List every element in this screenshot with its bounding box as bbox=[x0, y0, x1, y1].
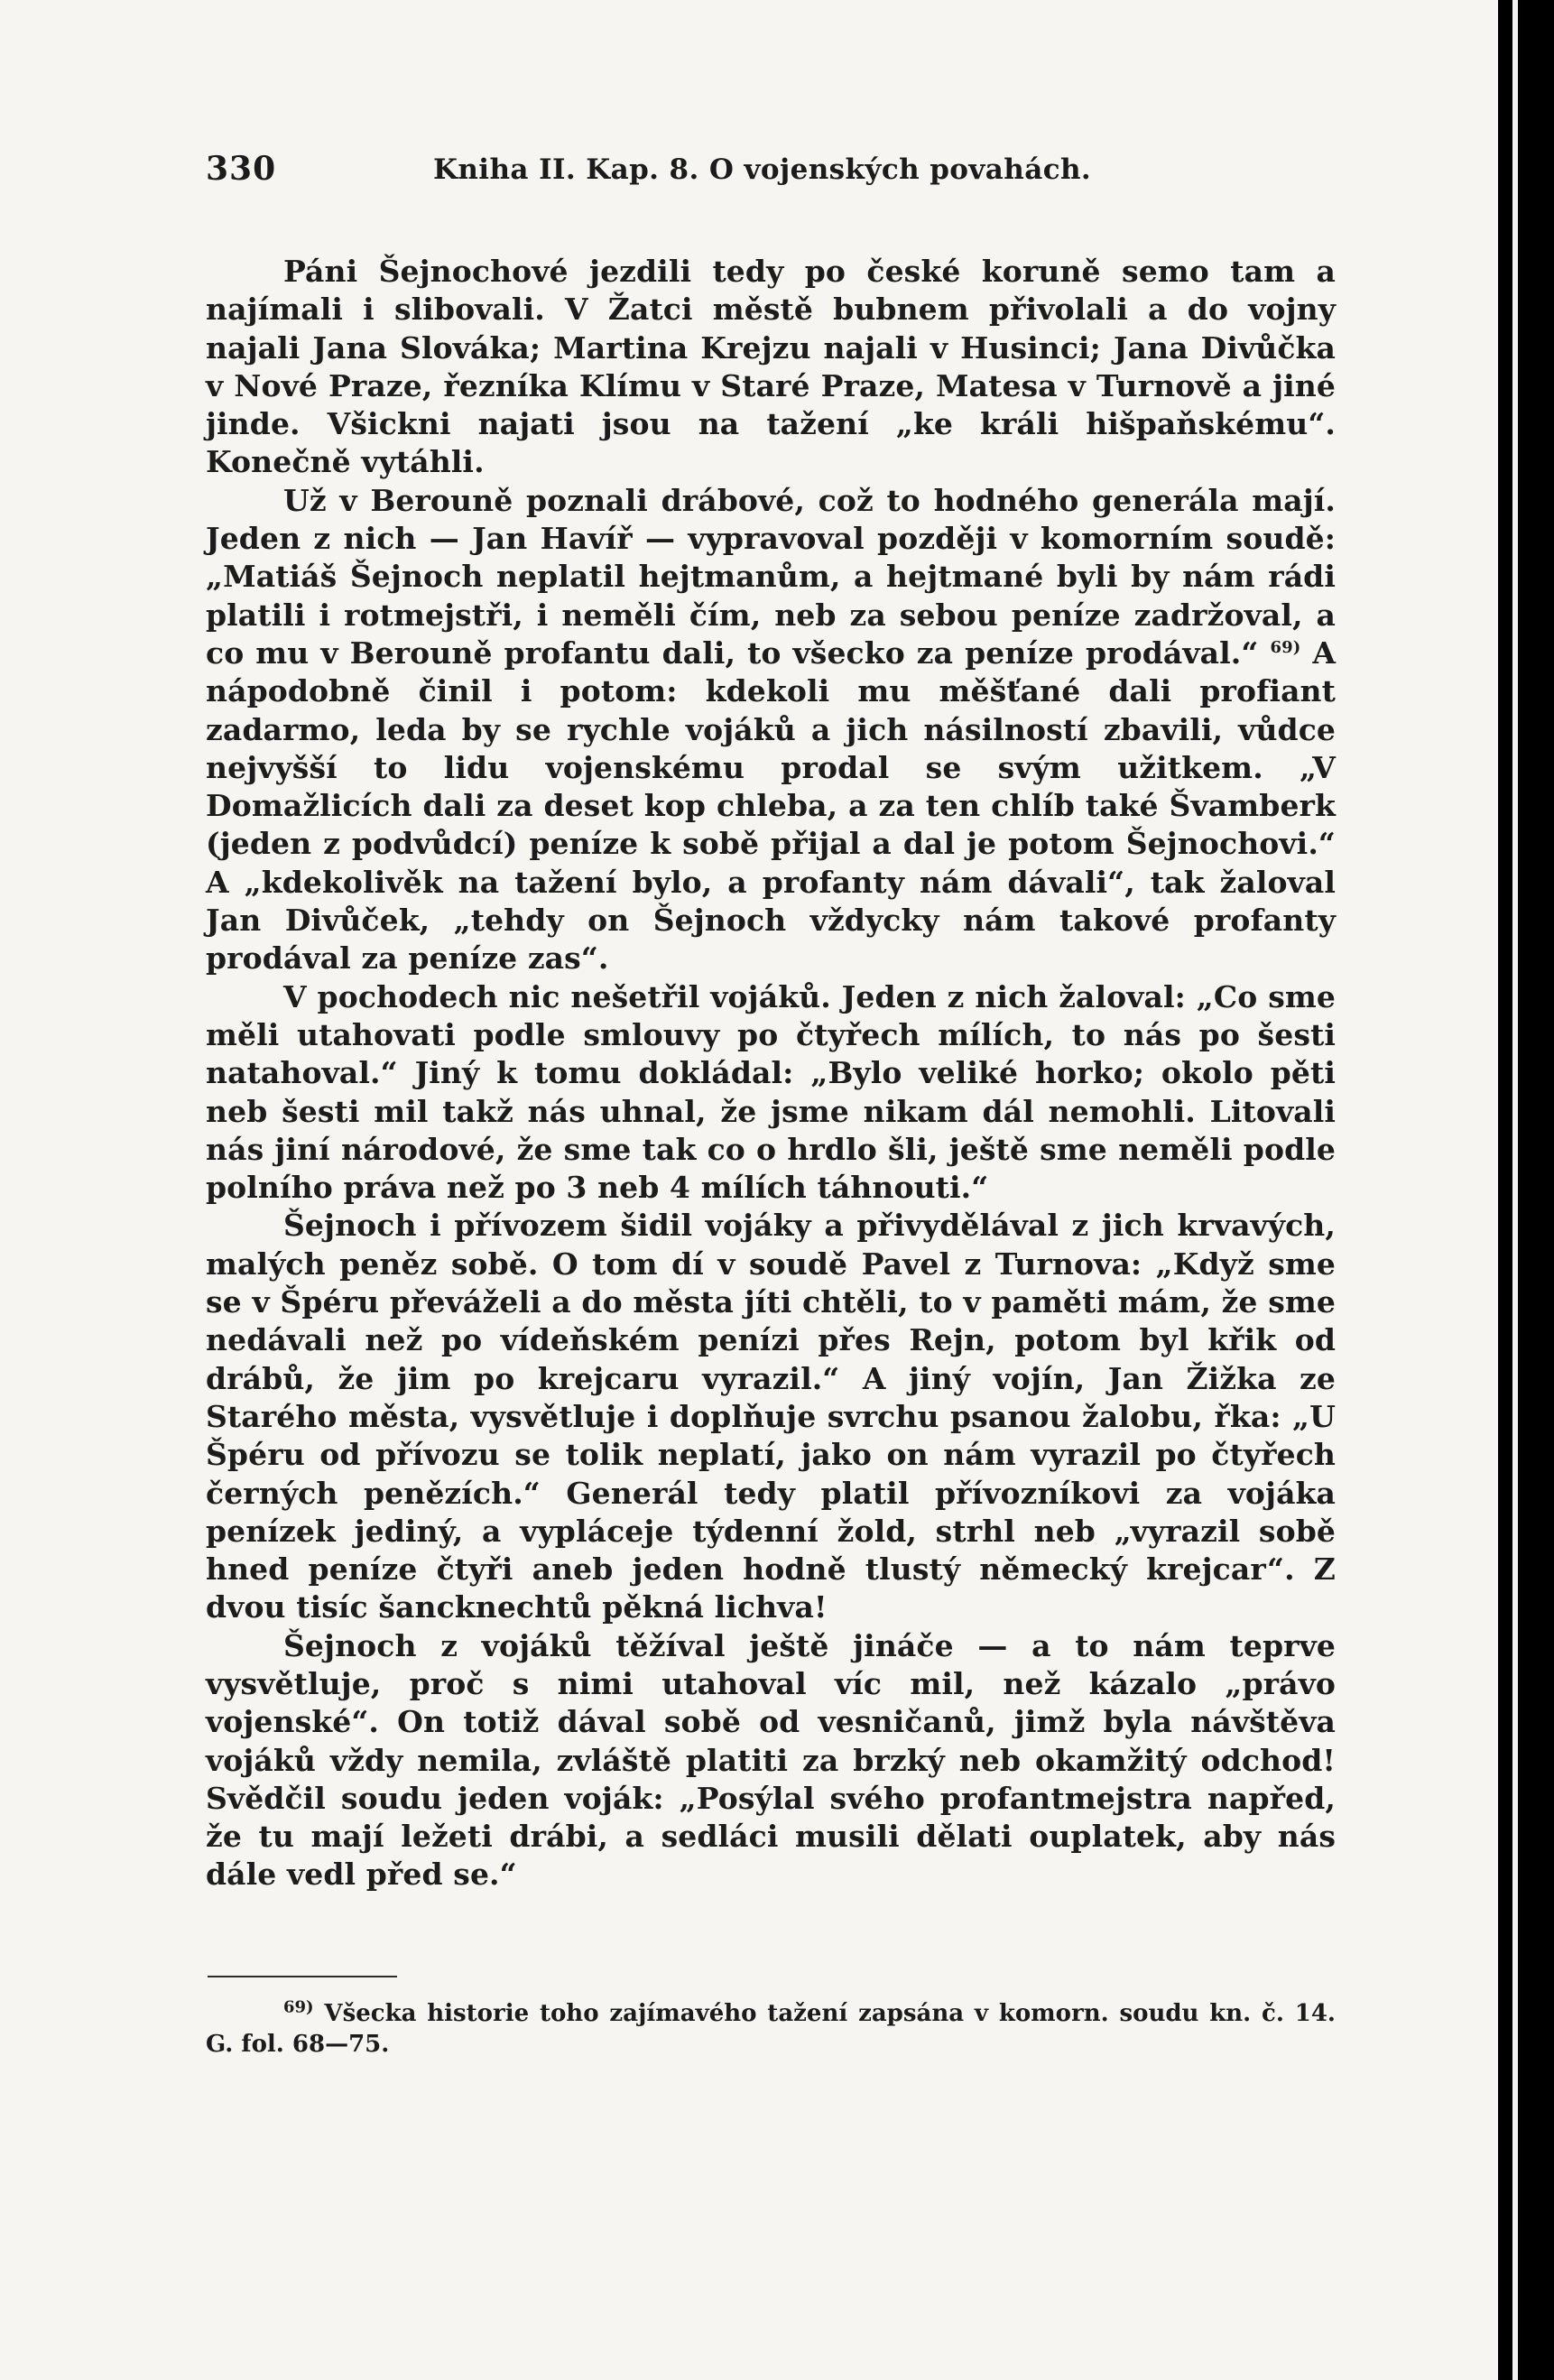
paragraph-3: V pochodech nic nešetřil vojáků. Jeden z nich žaloval: „Co sme měli utahovati podle smlouvy po čtyřech mílích, to nás po šesti natahoval.“ Jiný k tomu dokládal: „Bylo veliké horko; okolo pěti neb šesti mil takž nás uhnal, že jsme nikam dál nemohli. Litovali nás jiní národové, že sme tak co o hrdlo šli, ještě sme neměli podle polního práva než po 3 neb 4 mílích táhnouti.“ bbox=[206, 978, 1336, 1206]
footnote-paragraph bbox=[206, 1998, 1336, 2060]
scan-edge bbox=[1498, 0, 1554, 2380]
paragraph-2-text: Už v Berouně poznali drábové, což to hodného generála mají. Jeden z nich — Jan Havíř — vypravoval později v komorním soudě: „Matiáš Šejnoch neplatil hejtmanům, a hejtmané byli by nám rádi platili i rotmejstři, i neměli čím, neb za sebou peníze zadržoval, a co mu v Berouně profantu dali, to všecko za peníze prodával.“ bbox=[206, 482, 1336, 671]
footnote bbox=[206, 1998, 1336, 2060]
scan-edge-line bbox=[1512, 0, 1518, 2380]
page-number: 330 bbox=[206, 150, 277, 188]
paragraph-1: Páni Šejnochové jezdili tedy po české koruně semo tam a najímali i slibovali. V Žatci městě bubnem přivolali a do vojny najali Jana Slováka; Martina Krejzu najali v Husinci; Jana Divůčka v Nové Praze, řezníka Klímu v Staré Praze, Matesa v Turnově a jiné jinde. Všickni najati jsou na tažení „ke králi hišpaňskému“. Konečně vytáhli. bbox=[206, 254, 1336, 480]
paragraph-4: Šejnoch i přívozem šidil vojáky a přivydělával z jich krvavých, malých peněz sobě. O tom dí v soudě Pavel z Turnova: „Když sme se v Špéru převáželi a do města jíti chtěli, to v paměti mám, že sme nedávali než po vídeňském penízi přes Rejn, potom byl křik od drábů, že jim po krejcaru vyrazil.“ A jiný vojín, Jan Žižka ze Starého města, vysvětluje i doplňuje svrchu psanou žalobu, řka: „U Špéru od přívozu se tolik neplatí, jako on nám vyrazil po čtyřech černých penězích.“ Generál tedy platil přívozníkovi za vojáka penízek jediný, a vypláceje týdenní žold, strhl neb „vyrazil sobě hned peníze čtyři aneb jeden hodně tlustý německý krejcar“. Z dvou tisíc šancknechtů pěkná lichva! bbox=[206, 1208, 1336, 1625]
footnote-reference: 69) bbox=[1270, 637, 1301, 657]
running-head: Kniha II. Kap. 8. O vojenských povahách. bbox=[433, 153, 1092, 186]
footnote-divider bbox=[208, 1976, 397, 1977]
body-text bbox=[206, 253, 1336, 1894]
paragraph-5: Šejnoch z vojáků těžíval ještě jináče — a to nám teprve vysvětluje, proč s nimi utahoval víc mil, než kázalo „právo vojenské“. On totiž dával sobě od vesničanů, jimž byla návštěva vojáků vždy nemila, zvláště platiti za brzký neb okamžitý odchod! Svědčil soudu jeden voják: „Posýlal svého profantmejstra napřed, že tu mají ležeti drábi, a sedláci musili dělati ouplatek, aby nás dále vedl před se.“ bbox=[206, 1627, 1336, 1893]
footnote-marker: 69) bbox=[283, 1997, 314, 2017]
paragraph-2-continuation: A nápodobně činil i potom: kdekoli mu měšťané dali profiant zadarmo, leda by se rychle vojáků a jich násilností zbavili, vůdce nejvyšší to lidu vojenskému prodal se svým užitkem. „V Domažlicích dali za deset kop chleba, a za ten chlíb také Švamberk (jeden z podvůdcí) peníze k sobě přijal a dal je potom Šejnochovi.“ A „kdekolivěk na tažení bylo, a profanty nám dávali“, tak žaloval Jan Divůček, „tehdy on Šejnoch vždycky nám takové profanty prodával za peníze zas“. bbox=[206, 634, 1337, 977]
paragraph-2 bbox=[206, 482, 1336, 978]
footnote-text: Všecka historie toho zajímavého tažení zapsána v komorn. soudu kn. č. 14. G. fol. 68—75. bbox=[206, 2000, 1336, 2058]
